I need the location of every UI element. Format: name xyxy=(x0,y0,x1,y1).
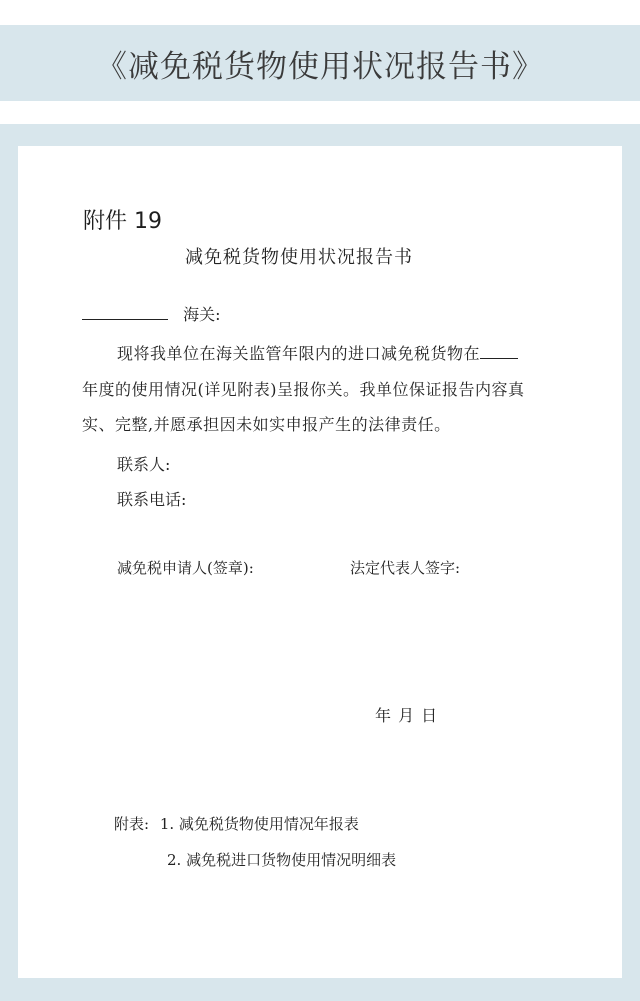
applicant-signature-label: 减免税申请人(签章): xyxy=(117,559,254,577)
document-title: 减免税货物使用状况报告书 xyxy=(185,247,413,268)
paragraph-line-2: 年度的使用情况(详见附表)呈报你关。我单位保证报告内容真 xyxy=(82,380,525,399)
paragraph-line-1 xyxy=(117,341,518,364)
header-banner xyxy=(0,25,640,101)
contact-phone-label: 联系电话: xyxy=(117,490,187,509)
customs-addressee-line xyxy=(82,302,221,325)
page-title: 《减免税货物使用状况报告书》 xyxy=(96,48,544,85)
legal-rep-signature-label: 法定代表人签字: xyxy=(350,559,461,577)
date-line: 年 月 日 xyxy=(375,706,439,725)
paragraph-line-3: 实、完整,并愿承担因未如实申报产生的法律责任。 xyxy=(82,415,451,434)
customs-name-blank xyxy=(82,319,168,320)
attachment-2: 2. 减免税进口货物使用情况明细表 xyxy=(167,851,397,869)
year-blank xyxy=(480,358,518,359)
paragraph-line-1-text: 现将我单位在海关监管年限内的进口减免税货物在 xyxy=(117,344,481,363)
attachment-1 xyxy=(114,813,359,834)
annex-label: 附件 19 xyxy=(83,209,162,234)
attachment-1-text: 1. 减免税货物使用情况年报表 xyxy=(159,815,359,833)
customs-suffix: 海关: xyxy=(183,305,221,324)
attachments-label: 附表: xyxy=(114,815,150,833)
contact-person-label: 联系人: xyxy=(117,455,171,474)
